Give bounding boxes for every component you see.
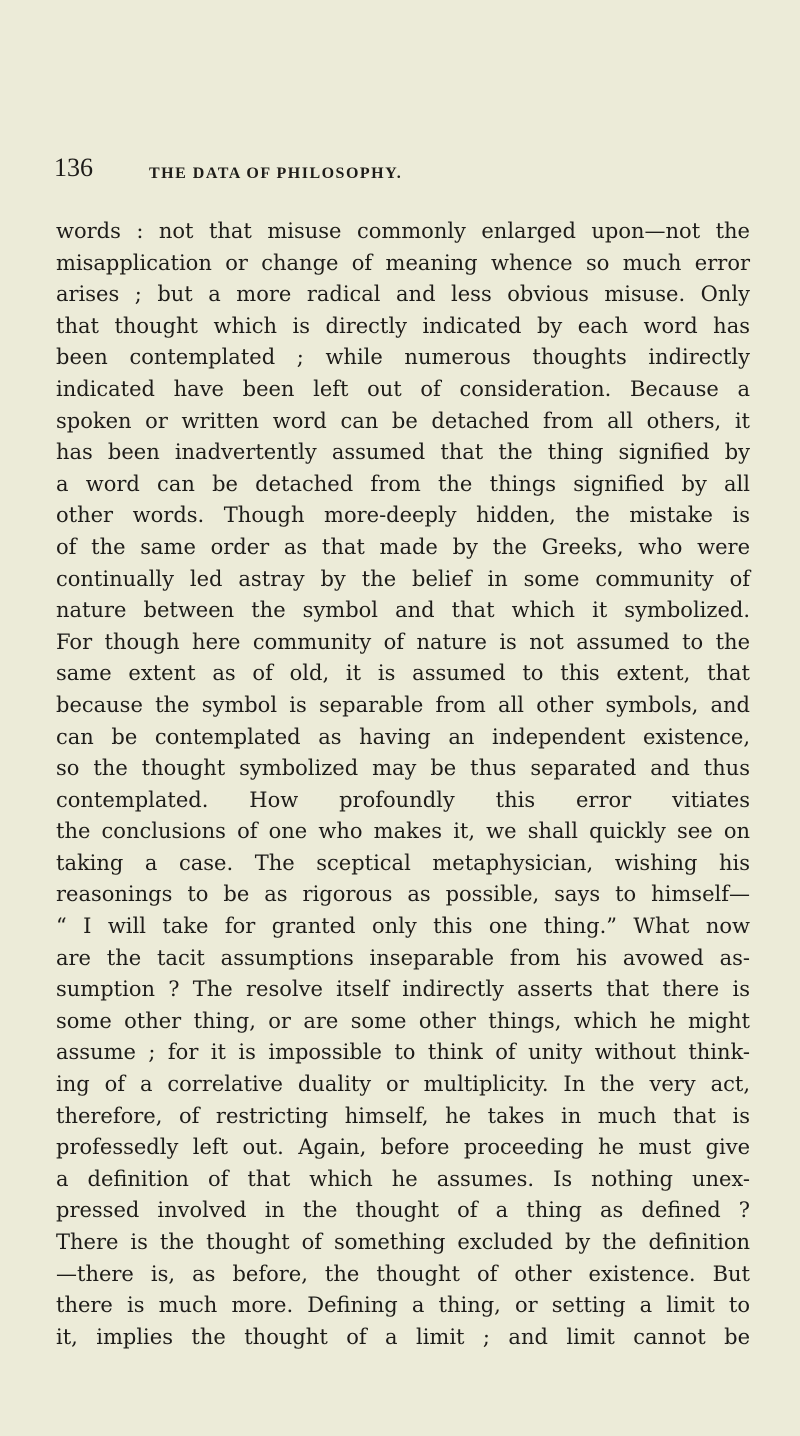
text-line: nature between the symbol and that which it symbolized. bbox=[56, 598, 750, 623]
text-line: misapplication or change of meaning whence so much error bbox=[56, 250, 750, 275]
text-line: because the symbol is separable from all other symbols, and bbox=[56, 692, 750, 717]
text-line: —there is, as before, the thought of other existence. But bbox=[56, 1261, 750, 1286]
text-line: there is much more. Defining a thing, or setting a limit to bbox=[56, 1293, 750, 1318]
text-line: a word can be detached from the things signified by all bbox=[56, 471, 750, 496]
text-line: a definition of that which he assumes. Is nothing unex- bbox=[56, 1166, 750, 1191]
text-line: words : not that misuse commonly enlarged upon—not the bbox=[56, 219, 750, 243]
text-line: For though here community of nature is not assumed to the bbox=[56, 629, 750, 654]
page-number: 136 bbox=[54, 153, 93, 182]
text-line: the conclusions of one who makes it, we shall quickly see on bbox=[56, 819, 750, 844]
text-line: assume ; for it is impossible to think of unity without think- bbox=[56, 1040, 750, 1065]
text-line: other words. Though more-deeply hidden, the mistake is bbox=[56, 503, 750, 528]
text-line: contemplated. How profoundly this error vitiates bbox=[56, 787, 750, 812]
text-line: “ I will take for granted only this one thing.” What now bbox=[56, 914, 750, 939]
text-line: taking a case. The sceptical metaphysician, wishing his bbox=[56, 850, 750, 875]
page-header bbox=[54, 152, 754, 192]
running-head: THE DATA OF PHILOSOPHY. bbox=[149, 165, 403, 182]
text-line: spoken or written word can be detached from all others, it bbox=[56, 408, 750, 433]
text-line: it, implies the thought of a limit ; and limit cannot be bbox=[56, 1324, 750, 1349]
text-line: that thought which is directly indicated by each word has bbox=[56, 313, 750, 338]
text-line: so the thought symbolized may be thus separated and thus bbox=[56, 756, 750, 781]
text-line: pressed involved in the thought of a thing as defined ? bbox=[56, 1198, 750, 1223]
text-line: sumption ? The resolve itself indirectly asserts that there is bbox=[56, 977, 750, 1002]
text-line: therefore, of restricting himself, he takes in much that is bbox=[56, 1103, 750, 1128]
body-text bbox=[56, 216, 750, 1353]
text-line: can be contemplated as having an independent existence, bbox=[56, 724, 750, 749]
text-line: continually led astray by the belief in some community of bbox=[56, 566, 750, 591]
text-line: There is the thought of something excluded by the definition bbox=[56, 1230, 750, 1254]
text-line: been contemplated ; while numerous thoughts indirectly bbox=[56, 345, 750, 370]
text-line: has been inadvertently assumed that the thing signified by bbox=[56, 440, 750, 465]
text-line: indicated have been left out of consideration. Because a bbox=[56, 376, 750, 401]
text-line: reasonings to be as rigorous as possible, says to himself— bbox=[56, 882, 750, 907]
text-line: some other thing, or are some other things, which he might bbox=[56, 1008, 750, 1033]
text-line: same extent as of old, it is assumed to this extent, that bbox=[56, 661, 750, 686]
text-line: professedly left out. Again, before proceeding he must give bbox=[56, 1135, 750, 1160]
text-line: ing of a correlative duality or multiplicity. In the very act, bbox=[56, 1072, 750, 1097]
text-line: arises ; but a more radical and less obvious misuse. Only bbox=[56, 282, 750, 307]
text-line: are the tacit assumptions inseparable from his avowed as- bbox=[56, 945, 750, 970]
text-line: of the same order as that made by the Greeks, who were bbox=[56, 534, 750, 559]
